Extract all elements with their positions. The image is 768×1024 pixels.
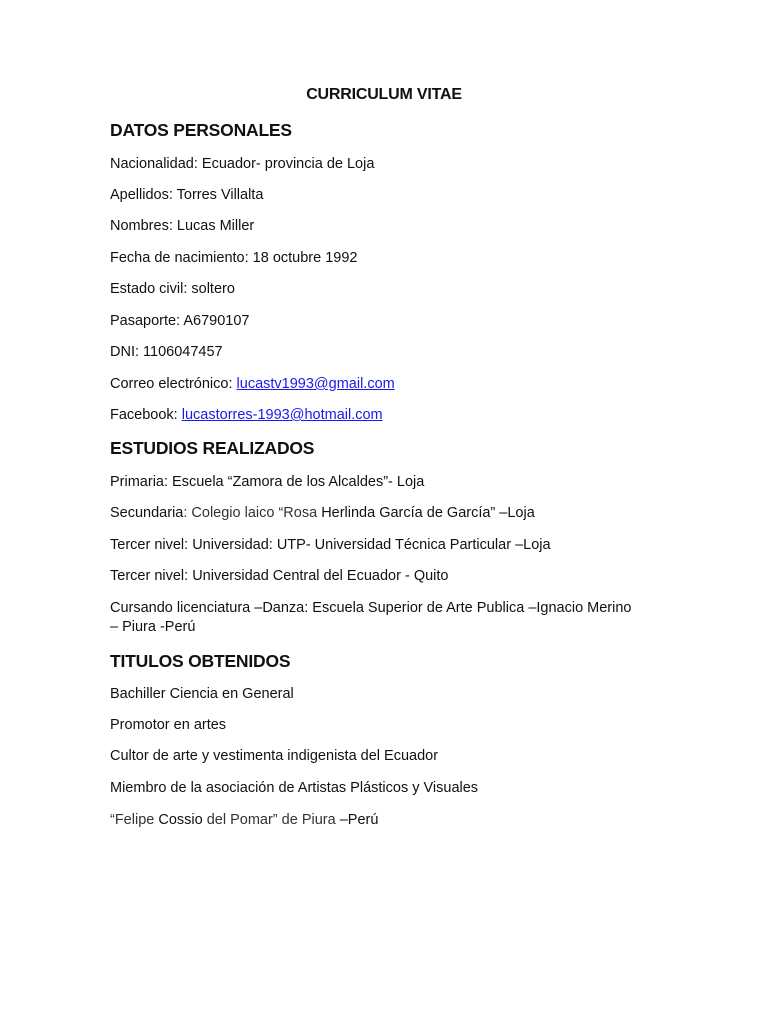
- felipe-line: [110, 811, 378, 830]
- promotor-line: Promotor en artes: [110, 717, 227, 733]
- cursando-line: Cursando licenciatura –Danza: Escuela Superior de Arte Publica –Ignacio Merino – Piura -Perú: [110, 600, 632, 635]
- secundaria-rest: Herlinda García de García” –Loja: [321, 505, 535, 521]
- facebook-line: [110, 406, 383, 425]
- secundaria-label: Secundaria: [110, 505, 184, 521]
- nombres-line: Nombres: Lucas Miller: [110, 218, 255, 234]
- facebook-link[interactable]: lucastorres-1993@hotmail.com: [181, 407, 383, 423]
- felipe-open: “Felipe: [110, 812, 159, 828]
- section-heading-estudios: ESTUDIOS REALIZADOS: [110, 438, 315, 458]
- bachiller-line: Bachiller Ciencia en General: [110, 686, 294, 702]
- secundaria-line: [110, 504, 535, 523]
- miembro-line: Miembro de la asociación de Artistas Plásticos y Visuales: [110, 780, 479, 796]
- facebook-label: Facebook:: [110, 407, 182, 423]
- correo-link[interactable]: lucastv1993@gmail.com: [236, 376, 395, 392]
- dni-line: DNI: 1106047457: [110, 344, 223, 360]
- section-heading-datos-personales: DATOS PERSONALES: [110, 120, 292, 140]
- tercer-nivel-utp-line: Tercer nivel: Universidad: UTP- Universidad Técnica Particular –Loja: [110, 537, 551, 553]
- cultor-line: Cultor de arte y vestimenta indigenista del Ecuador: [110, 748, 439, 764]
- secundaria-colegio: : Colegio laico “Rosa: [183, 505, 322, 521]
- page-title: CURRICULUM VITAE: [306, 86, 462, 103]
- correo-label: Correo electrónico:: [110, 376, 237, 392]
- primaria-line: Primaria: Escuela “Zamora de los Alcaldes”- Loja: [110, 474, 425, 490]
- apellidos-line: Apellidos: Torres Villalta: [110, 187, 264, 203]
- felipe-peru: –Perú: [339, 812, 379, 828]
- fecha-nacimiento-line: Fecha de nacimiento: 18 octubre 1992: [110, 250, 358, 266]
- nacionalidad-line: Nacionalidad: Ecuador- provincia de Loja: [110, 156, 375, 172]
- tercer-nivel-central-line: Tercer nivel: Universidad Central del Ecuador - Quito: [110, 568, 449, 584]
- felipe-rest: del Pomar” de Piura: [202, 812, 340, 828]
- section-heading-titulos: TITULOS OBTENIDOS: [110, 651, 291, 671]
- pasaporte-line: Pasaporte: A6790107: [110, 313, 250, 329]
- estado-civil-line: Estado civil: soltero: [110, 281, 235, 297]
- felipe-cossio: Cossio: [158, 812, 203, 828]
- correo-line: [110, 375, 395, 394]
